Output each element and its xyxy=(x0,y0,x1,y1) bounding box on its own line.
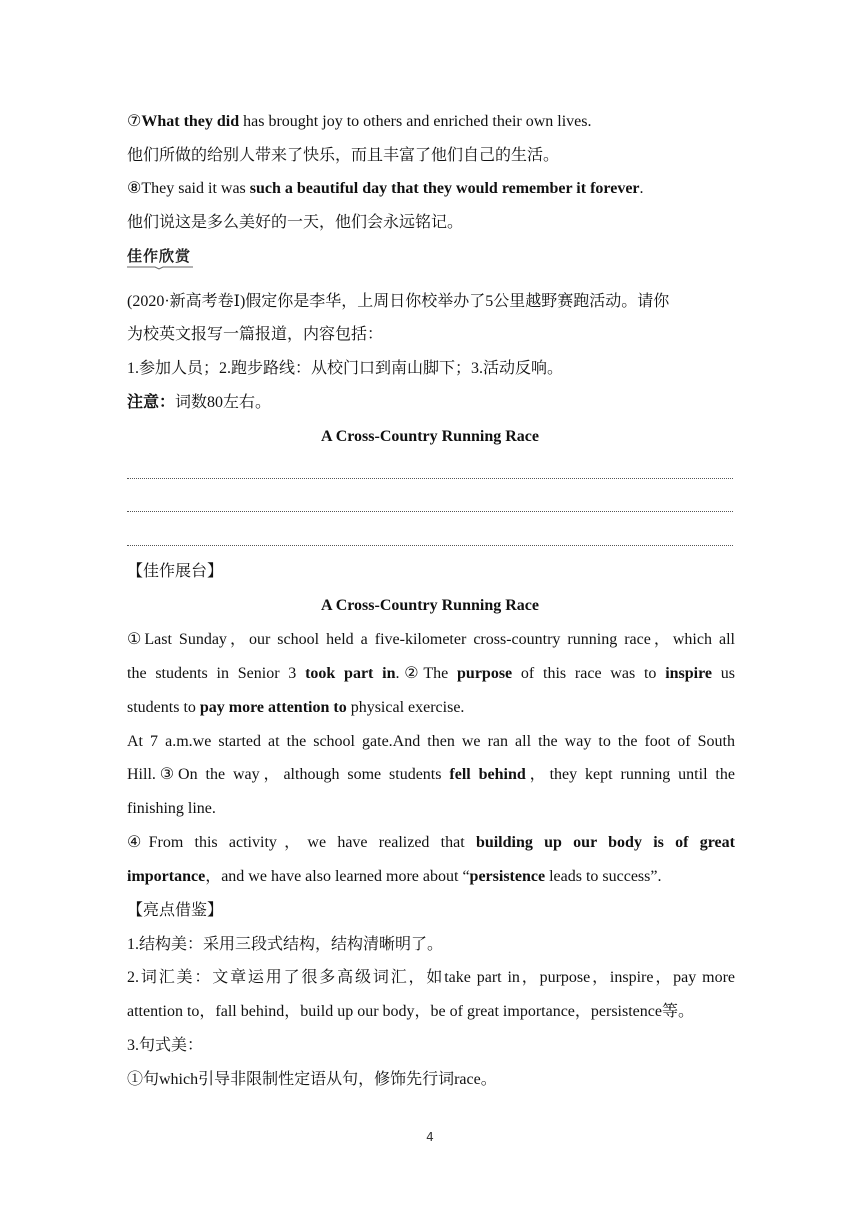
prompt-line-2: 为校英文报写一篇报道，内容包括： xyxy=(127,326,384,343)
essay-text: physical exercise. xyxy=(346,699,465,716)
page-number: 4 xyxy=(426,1130,434,1144)
essay-line-5 xyxy=(127,763,735,787)
sentence-text: ⑧They said it was xyxy=(127,180,250,197)
essay-text: ，they kept running until the xyxy=(525,766,735,783)
essay-title xyxy=(0,594,860,618)
essay-bold: inspire xyxy=(665,665,713,682)
essay-text: Hill.③On the way，although some students xyxy=(127,766,450,783)
essay-bold: took part in xyxy=(305,665,396,682)
highlight-2-cont: attention to，fall behind，build up our body，be of great importance，persistence等。 xyxy=(127,1003,694,1020)
essay-bold: fell behind xyxy=(449,766,526,783)
translation-8: 他们说这是多么美好的一天，他们会永远铭记。 xyxy=(127,214,464,231)
essay-bold: importance xyxy=(127,868,206,885)
essay-line-6: finishing line. xyxy=(127,800,216,817)
example-sentence-7 xyxy=(127,110,735,134)
essay-line-2 xyxy=(127,662,735,686)
essay-bold: pay more attention to xyxy=(199,699,347,716)
essay-line-8 xyxy=(127,865,735,889)
essay-text: leads to success”. xyxy=(545,868,662,885)
writing-line xyxy=(127,478,733,479)
essay-text: ，and we have also learned more about “ xyxy=(205,868,470,885)
sentence-text: . xyxy=(639,180,644,197)
section-tag-underline xyxy=(127,266,193,269)
prompt-line-3: 1.参加人员；2.跑步路线：从校门口到南山脚下；3.活动反响。 xyxy=(127,360,564,377)
prompt-line-1: (2020·新高考卷Ⅰ)假定你是李华，上周日你校举办了5公里越野赛跑活动。请你 xyxy=(127,293,670,310)
highlight-3-item-1: ①句which引导非限制性定语从句，修饰先行词race。 xyxy=(127,1071,497,1088)
title-text: A Cross-Country Running Race xyxy=(321,428,539,445)
translation-7: 他们所做的给别人带来了快乐，而且丰富了他们自己的生活。 xyxy=(127,147,560,164)
essay-bold: building up our body is of great xyxy=(475,834,735,851)
note-label: 注意： xyxy=(127,394,176,411)
writing-line xyxy=(127,511,733,512)
highlight-2: 2.词汇美：文章运用了很多高级词汇，如take part in，purpose，inspire，pay more xyxy=(127,969,735,986)
note-text: 词数80左右。 xyxy=(175,394,272,411)
essay-text: students to xyxy=(127,699,200,716)
essay-title-blank xyxy=(0,425,860,449)
sentence-bold: such a beautiful day that they would remember it forever xyxy=(249,180,640,197)
title-text: A Cross-Country Running Race xyxy=(321,597,539,614)
essay-bold: purpose xyxy=(457,665,513,682)
sentence-bold: What they did xyxy=(141,113,240,130)
essay-line-4: At 7 a.m.we started at the school gate.And then we ran all the way to the foot of South xyxy=(127,733,735,750)
prompt-note xyxy=(127,391,735,415)
showcase-header: 【佳作展台】 xyxy=(127,563,224,580)
sentence-text: ⑦ xyxy=(127,113,142,130)
sentence-text: has brought joy to others and enriched their own lives. xyxy=(239,113,592,130)
essay-text: .②The xyxy=(395,665,458,682)
essay-line-7 xyxy=(127,831,735,855)
essay-text: the students in Senior 3 xyxy=(127,665,306,682)
essay-text: us xyxy=(712,665,736,682)
highlight-3: 3.句式美： xyxy=(127,1037,204,1054)
highlight-1: 1.结构美：采用三段式结构，结构清晰明了。 xyxy=(127,936,444,953)
essay-bold: persistence xyxy=(469,868,546,885)
essay-line-1: ①Last Sunday，our school held a five-kilometer cross-country running race，which all xyxy=(127,631,735,648)
writing-line xyxy=(127,545,733,546)
example-sentence-8 xyxy=(127,177,735,201)
section-tag: 佳作欣赏 xyxy=(127,247,192,265)
highlights-header: 【亮点借鉴】 xyxy=(127,902,224,919)
essay-text: ④From this activity，we have realized that xyxy=(127,834,476,851)
essay-text: of this race was to xyxy=(512,665,666,682)
essay-line-3 xyxy=(127,696,735,720)
